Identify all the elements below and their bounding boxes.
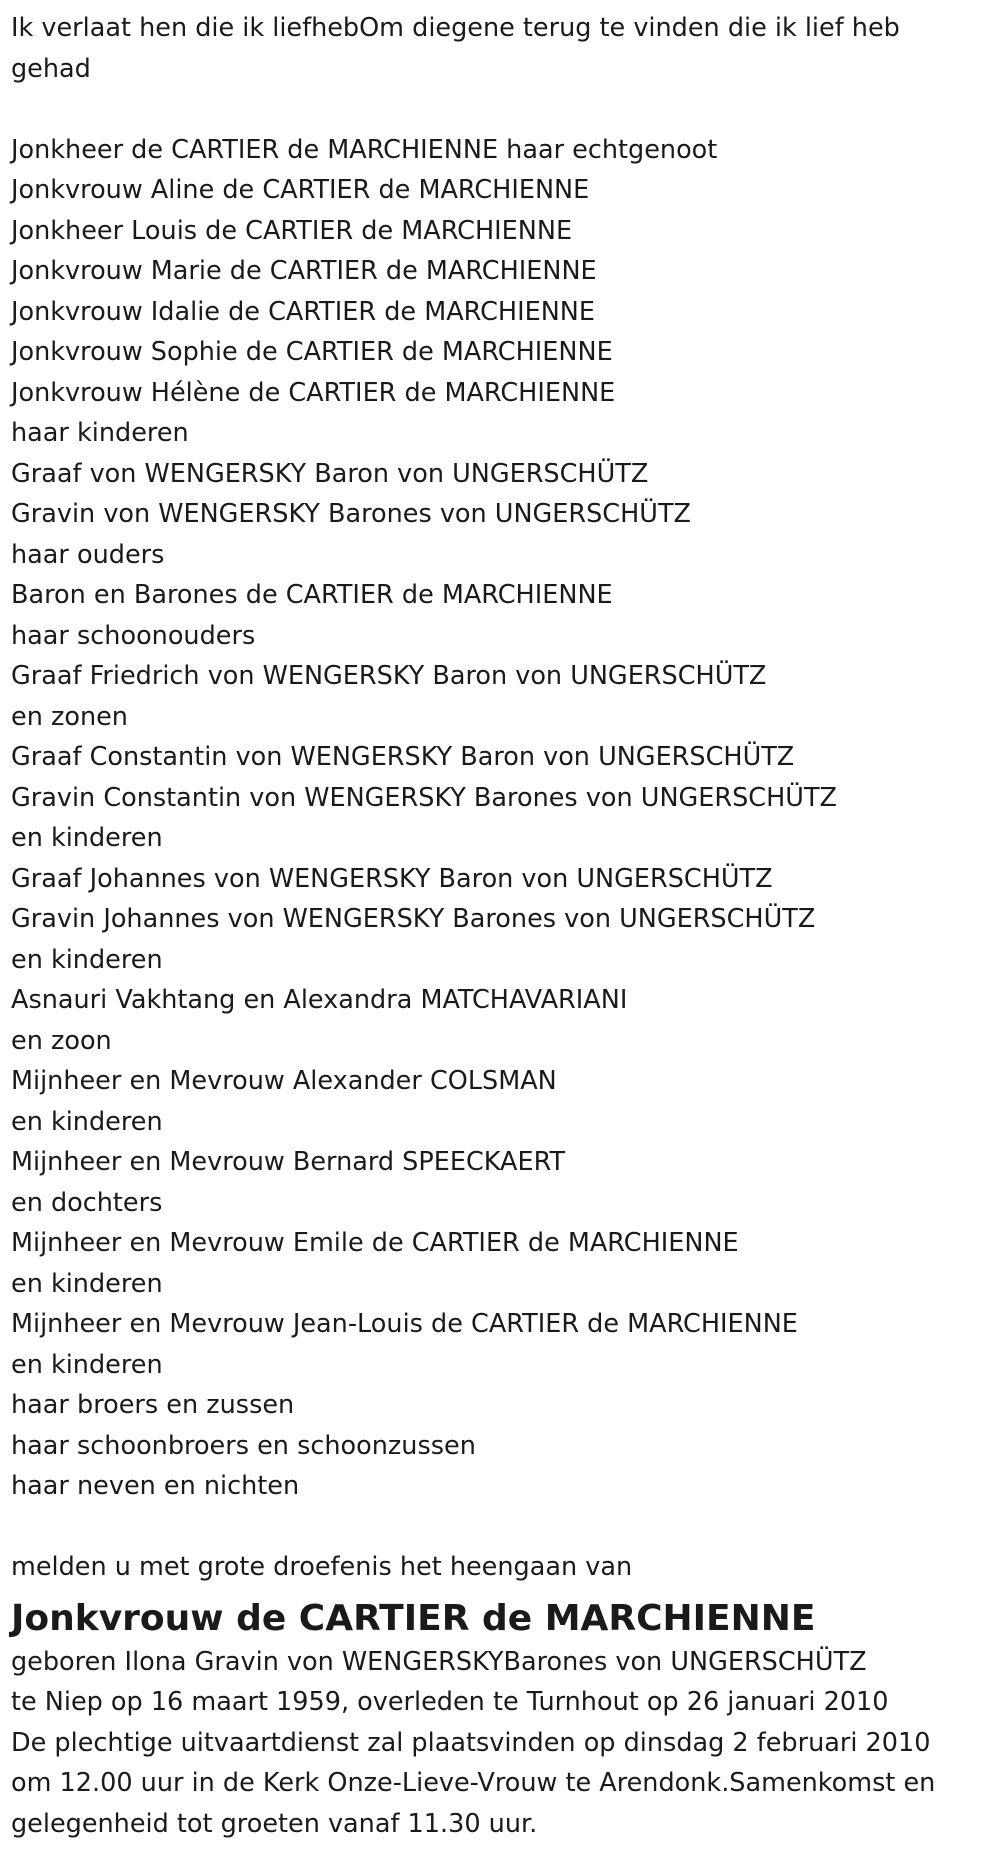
birth-death-dates: te Niep op 16 maart 1959, overleden te Turnhout op 26 januari 2010 [11,1687,889,1717]
family-line: haar schoonbroers en schoonzussen [11,1430,476,1461]
funeral-service-details: De plechtige uitvaartdienst zal plaatsvinden op dinsdag 2 februari 2010 om 12.00 uur in de Kerk Onze-Lieve-Vrouw te Arendonk.Samenkomst en gelegenheid tot groeten vanaf 11.30 uur. [11,1727,936,1839]
family-line: haar neven en nichten [11,1471,300,1501]
family-line: Jonkvrouw Idalie de CARTIER de MARCHIENNE [11,296,595,327]
family-line: haar schoonouders [11,620,256,651]
spacer [11,1507,985,1548]
family-line: Jonkvrouw Aline de CARTIER de MARCHIENNE [11,175,590,205]
family-line: Graaf von WENGERSKY Baron von UNGERSCHÜTZ [11,458,649,489]
family-line: Mijnheer en Mevrouw Jean-Louis de CARTIER de MARCHIENNE [11,1309,798,1339]
family-line: Mijnheer en Mevrouw Bernard SPEECKAERT [11,1147,566,1177]
family-line: haar broers en zussen [11,1390,295,1420]
family-line: Gravin Johannes von WENGERSKY Barones von UNGERSCHÜTZ [11,904,816,934]
family-line: haar kinderen [11,418,189,448]
family-line: Jonkvrouw Hélène de CARTIER de MARCHIENNE [11,377,616,408]
family-line: Graaf Johannes von WENGERSKY Baron von UNGERSCHÜTZ [11,863,773,894]
deceased-name-heading: Jonkvrouw de CARTIER de MARCHIENNE [11,1597,816,1639]
family-line: en kinderen [11,1268,163,1299]
family-list [11,130,985,1507]
family-line: Graaf Constantin von WENGERSKY Baron von UNGERSCHÜTZ [11,742,795,772]
family-line: Mijnheer en Mevrouw Alexander COLSMAN [11,1066,557,1096]
family-line: Jonkvrouw Marie de CARTIER de MARCHIENNE [11,256,597,286]
family-line: Graaf Friedrich von WENGERSKY Baron von UNGERSCHÜTZ [11,661,767,691]
family-line: Gravin Constantin von WENGERSKY Barones von UNGERSCHÜTZ [11,782,837,813]
family-line: Jonkvrouw Sophie de CARTIER de MARCHIENNE [11,337,613,367]
family-line: Gravin von WENGERSKY Barones von UNGERSCHÜTZ [11,499,691,529]
family-line: en kinderen [11,1349,163,1380]
family-line: en zonen [11,701,128,732]
family-line: Jonkheer Louis de CARTIER de MARCHIENNE [11,215,573,246]
family-line: Jonkheer de CARTIER de MARCHIENNE haar echtgenoot [11,134,718,165]
intro-quote: Ik verlaat hen die ik liefhebOm diegene terug te vinden die ik lief heb gehad [11,13,900,84]
family-line: en kinderen [11,944,163,975]
family-line: haar ouders [11,539,165,570]
family-line: en dochters [11,1187,163,1218]
spacer [11,89,985,130]
family-line: en kinderen [11,1106,163,1137]
family-line: en zoon [11,1025,112,1056]
announcement-text: melden u met grote droefenis het heengaan van [11,1552,633,1582]
family-line: Mijnheer en Mevrouw Emile de CARTIER de MARCHIENNE [11,1228,739,1258]
family-line: Baron en Barones de CARTIER de MARCHIENNE [11,580,613,610]
birth-name: geboren Ilona Gravin von WENGERSKYBarones von UNGERSCHÜTZ [11,1646,867,1677]
family-line: Asnauri Vakhtang en Alexandra MATCHAVARIANI [11,985,628,1015]
family-line: en kinderen [11,823,163,853]
